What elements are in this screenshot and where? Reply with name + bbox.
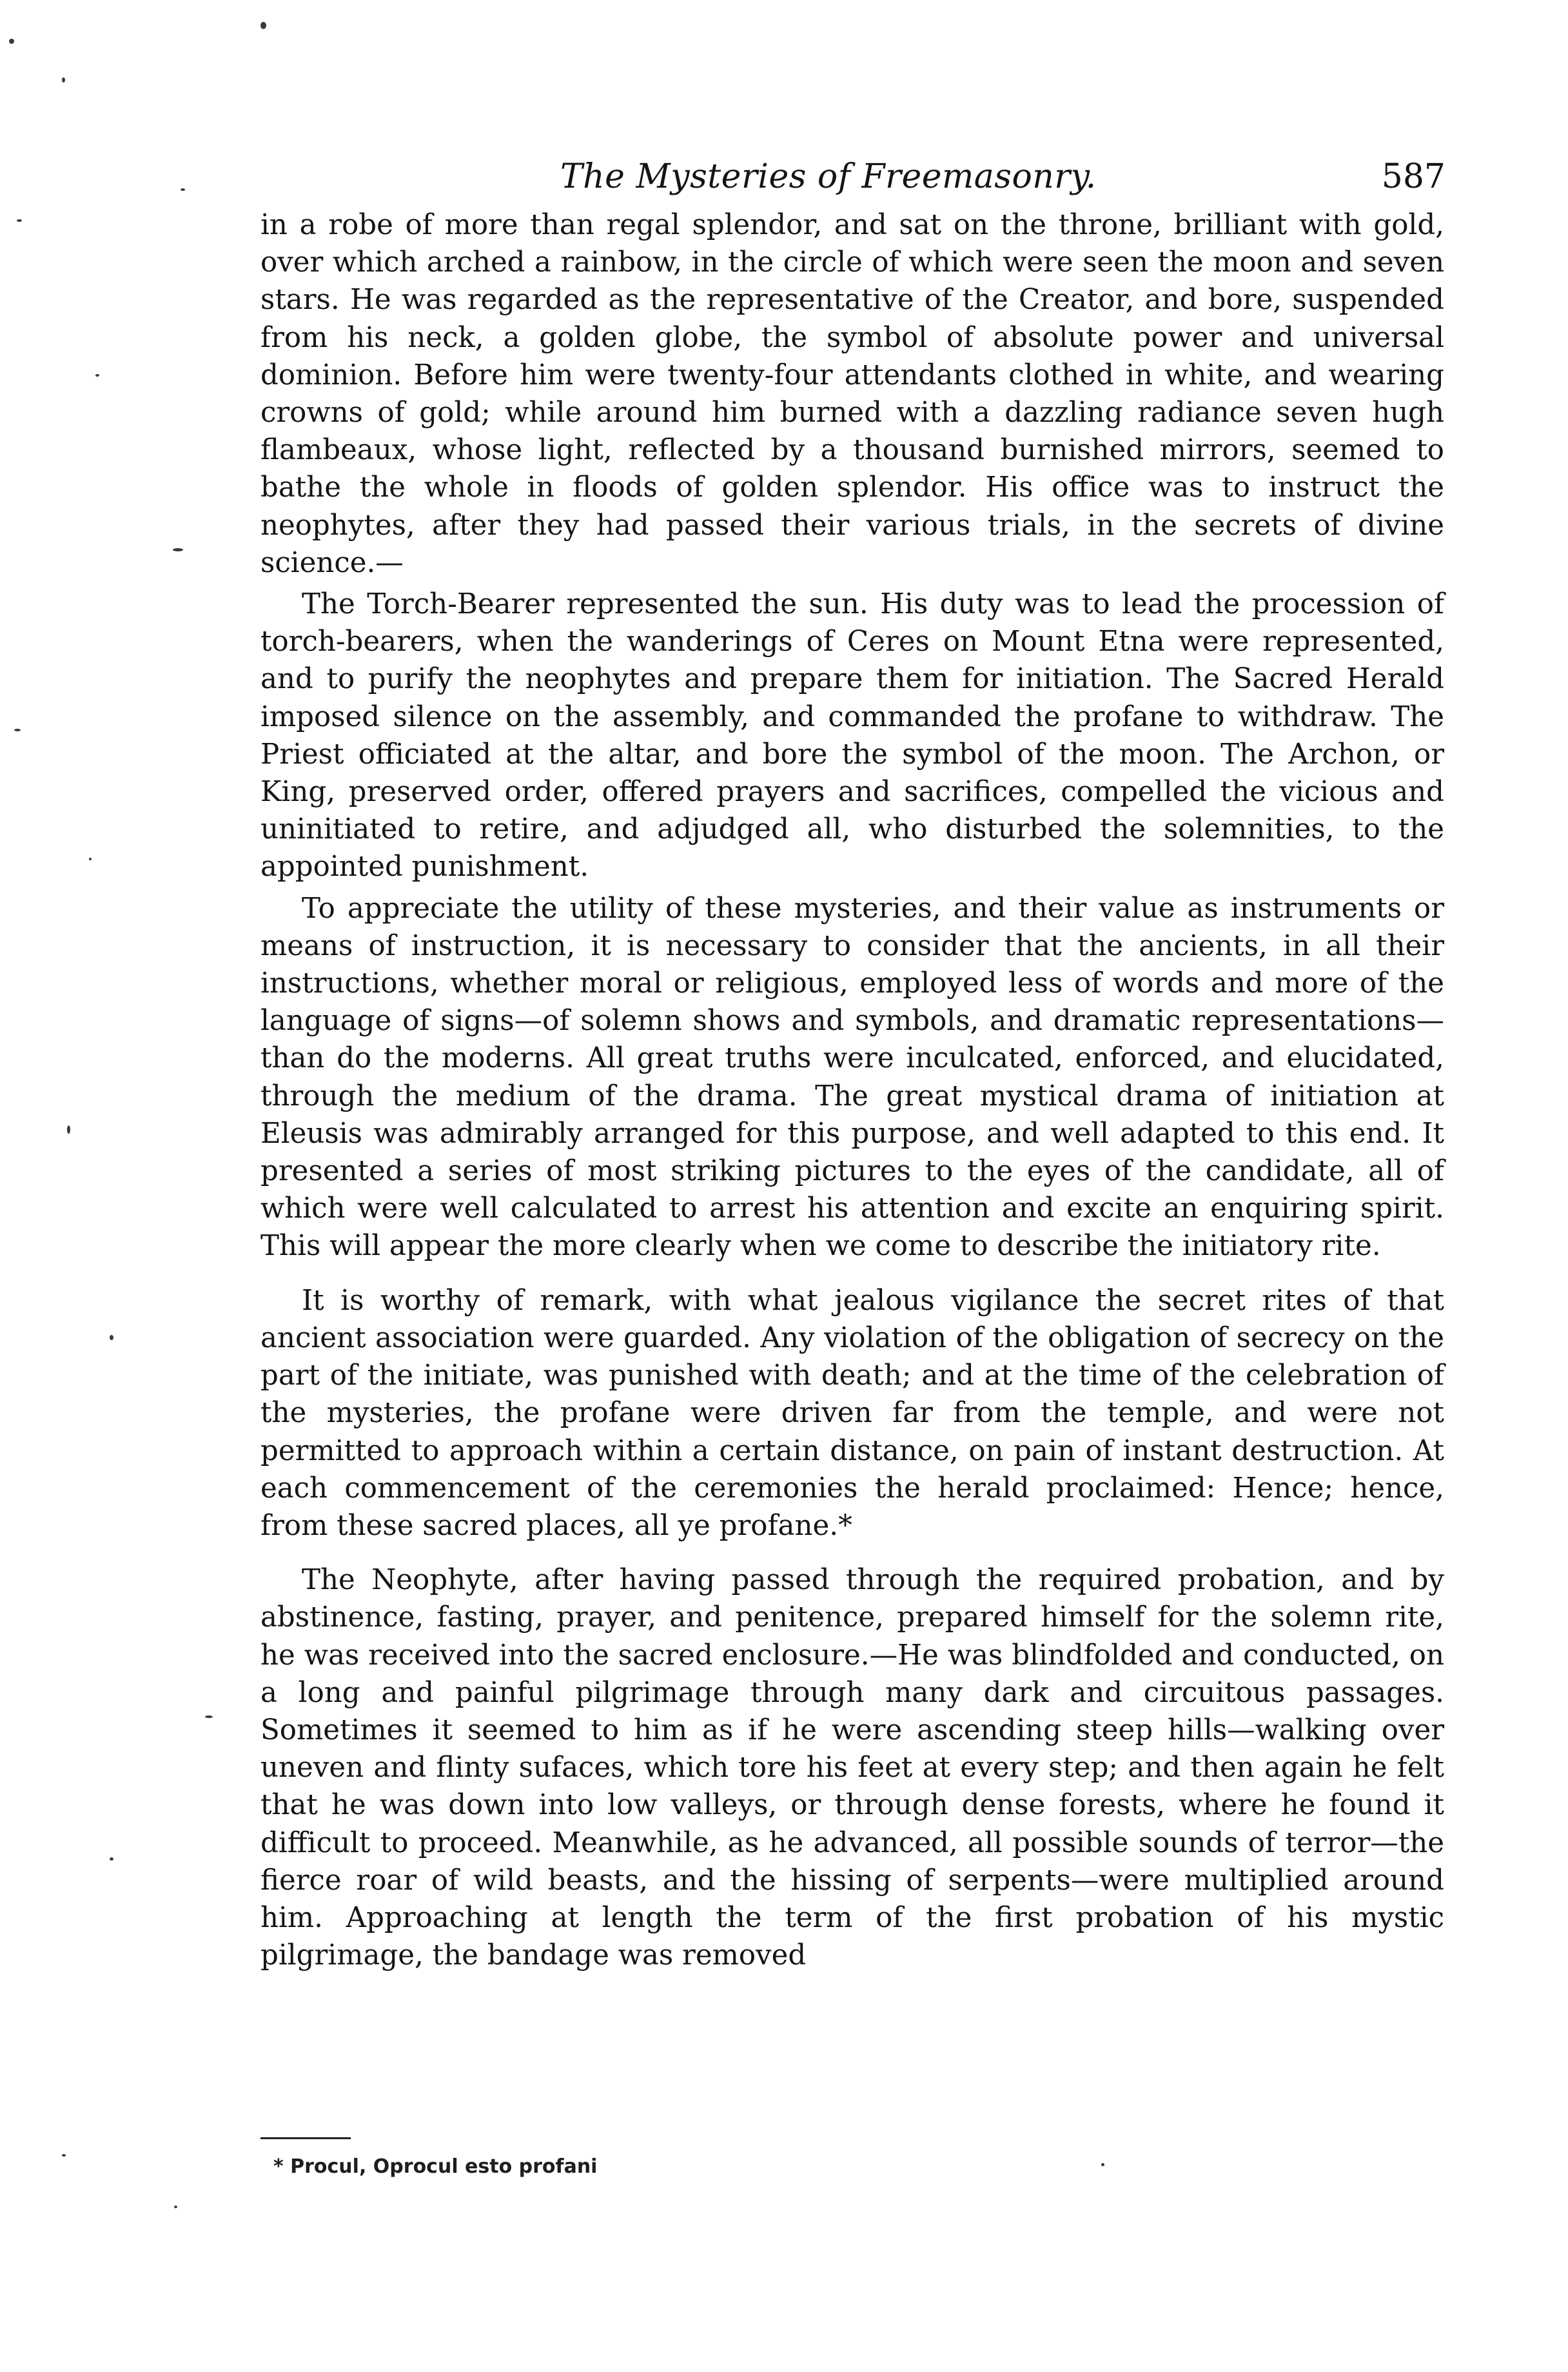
body-text: [260, 206, 1444, 1974]
scan-speck: [62, 2154, 66, 2157]
running-title: The Mysteries of Freemasonry.: [560, 157, 1097, 196]
scan-speck: [67, 1125, 70, 1134]
footnote-rule: [260, 2137, 351, 2139]
scan-speck: [260, 22, 266, 29]
scan-speck: [89, 858, 92, 860]
scan-speck: [95, 374, 99, 377]
scan-speck: [173, 548, 183, 551]
footnote: * Procul, Oprocul esto profani: [273, 2155, 598, 2178]
page-number: 587: [1381, 157, 1446, 196]
scan-speck: [9, 39, 14, 44]
paragraph-4: It is worthy of remark, with what jealous vigilance the secret rites of that ancient association were guarded. Any violation of the obligation of secrecy on the part of the initiate, was punished with death; and at the time of the celebration of the mysteries, the profane were driven far from the temple, and were not permitted to approach within a certain distance, on pain of instant destruction. At each commencement of the ceremonies the herald proclaimed: Hence; hence, from these sacred places, all ye profane.*: [260, 1284, 1444, 1542]
paragraph-3: To appreciate the utility of these mysteries, and their value as instruments or means of instruction, it is necessary to consider that the ancients, in all their instructions, whether moral or religious, employed less of words and more of the language of signs—of solemn shows and symbols, and dramatic representations—than do the moderns. All great truths were inculcated, enforced, and elucidated, through the medium of the drama. The great mystical drama of initiation at Eleusis was admirably arranged for this purpose, and well adapted to this end. It presented a series of most striking pictures to the eyes of the candidate, all of which were well calculated to arrest his attention and excite an enquiring spirit. This will appear the more clearly when we come to describe the initiatory rite.: [260, 892, 1444, 1263]
scan-speck: [181, 188, 185, 191]
scan-speck: [14, 729, 21, 731]
paragraph-5: The Neophyte, after having passed through the required probation, and by abstinence, fasting, prayer, and penitence, prepared himself for the solemn rite, he was received into the sacred enclosure.—He was blindfolded and conducted, on a long and painful pilgrimage through many dark and circuitous passages. Sometimes it seemed to him as if he were ascending steep hills—walking over uneven and flinty sufaces, which tore his feet at every step; and then again he felt that he was down into low valleys, or through dense forests, where he found it difficult to proceed. Meanwhile, as he advanced, all possible sounds of terror—the fierce roar of wild beasts, and the hissing of serpents—were multiplied around him. Approaching at length the term of the first probation of his mystic pilgrimage, the bandage was removed: [260, 1564, 1444, 1972]
running-head: [260, 148, 1444, 206]
paragraph-2: The Torch-Bearer represented the sun. His duty was to lead the procession of torch-bearers, when the wanderings of Ceres on Mount Etna were represented, and to purify the neophytes and prepare them for initiation. The Sacred Herald imposed silence on the assembly, and commanded the profane to withdraw. The Priest officiated at the altar, and bore the symbol of the moon. The Archon, or King, preserved order, offered prayers and sacrifices, compelled the vicious and uninitiated to retire, and adjudged all, who disturbed the solemnities, to the appointed punishment.: [260, 588, 1444, 884]
paragraph-1: in a robe of more than regal splendor, and sat on the throne, brilliant with gold, over which arched a rainbow, in the circle of which were seen the moon and seven stars. He was regarded as the representative of the Creator, and bore, suspended from his neck, a golden globe, the symbol of absolute power and universal dominion. Before him were twenty-four attendants clothed in white, and wearing crowns of gold; while around him burned with a dazzling radiance seven hugh flambeaux, whose light, reflected by a thousand burnished mirrors, seemed to bathe the whole in floods of golden splendor. His office was to instruct the neophytes, after they had passed their various trials, in the secrets of divine science.—: [260, 209, 1444, 579]
scan-speck: [174, 2206, 177, 2208]
scan-speck: [1101, 2163, 1104, 2166]
scan-speck: [17, 219, 22, 222]
scan-speck: [110, 1335, 113, 1340]
book-page: [260, 148, 1446, 2178]
scan-speck: [62, 77, 65, 83]
scan-speck: [205, 1715, 213, 1718]
scan-speck: [110, 1857, 113, 1861]
